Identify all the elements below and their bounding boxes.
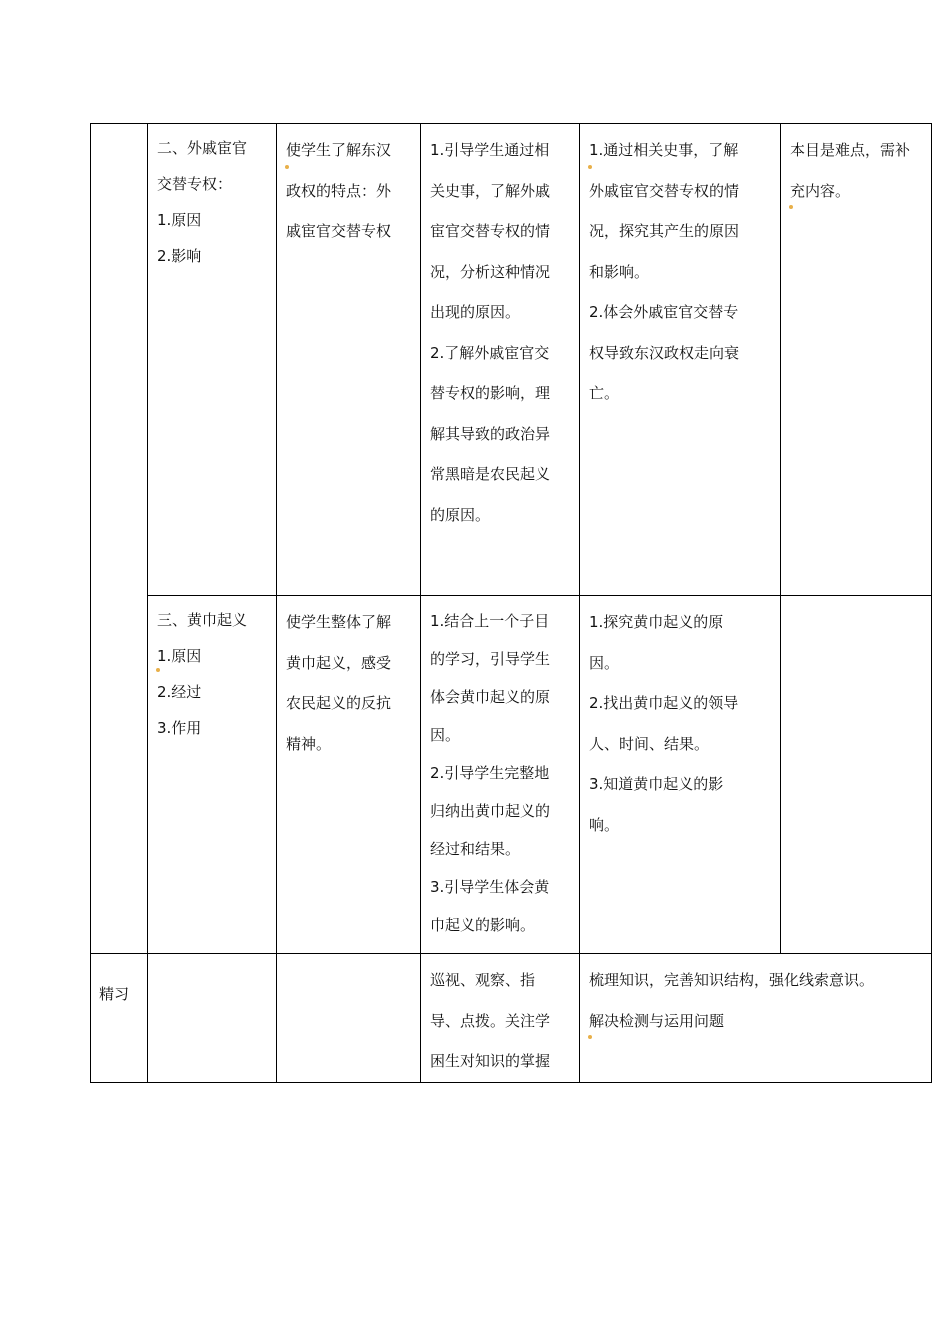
topic-line: 三、黄巾起义	[157, 611, 248, 629]
row-section-3	[91, 596, 932, 954]
student-line: 2.体会外戚宦官交替专	[589, 303, 739, 321]
topic-line: 1.原因	[157, 638, 270, 674]
teacher-line: 替专权的影响，理	[430, 384, 551, 402]
goal-line: 农民起义的反抗	[286, 694, 392, 712]
stage-cell-empty	[91, 124, 148, 954]
section3-goal-cell	[277, 596, 421, 954]
section2-topic-cell	[148, 124, 277, 596]
section3-student-cell	[580, 596, 781, 954]
teacher-line: 3.引导学生体会黄	[430, 878, 550, 896]
practice-label: 精习	[99, 985, 130, 1003]
student-line: 1.探究黄巾起义的原	[589, 613, 724, 631]
goal-line: 戚宦官交替专权	[286, 222, 392, 240]
teacher-line: 导、点拨。关注学	[430, 1011, 551, 1030]
teacher-line: 的学习，引导学生	[430, 650, 551, 668]
teacher-line: 困生对知识的掌握	[430, 1052, 551, 1070]
topic-line: 2.影响	[157, 247, 202, 265]
student-line: 权导致东汉政权走向衰	[589, 343, 740, 362]
student-line: 3.知道黄巾起义的影	[589, 775, 724, 793]
topic-line: 1.原因	[157, 211, 202, 229]
teacher-line: 巾起义的影响。	[430, 916, 536, 934]
goal-line: 使学生了解东汉	[286, 130, 414, 171]
teacher-line: 常黑暗是农民起义	[430, 465, 551, 483]
student-line: 因。	[589, 653, 620, 672]
goal-line: 使学生整体了解	[286, 613, 392, 631]
goal-line: 政权的特点：外	[286, 181, 392, 200]
practice-topic-cell	[148, 954, 277, 1083]
section3-teacher-cell	[421, 596, 580, 954]
note-line: 本目是难点，需补	[790, 141, 911, 159]
section3-note-cell	[781, 596, 932, 954]
teacher-line: 1.结合上一个子目	[430, 612, 550, 630]
topic-line: 二、外戚宦官	[157, 139, 248, 157]
section2-student-cell	[580, 124, 781, 596]
teacher-line: 解其导致的政治异	[430, 424, 551, 443]
teacher-line: 关史事，了解外戚	[430, 181, 551, 200]
student-line: 和影响。	[589, 262, 650, 281]
teacher-line: 2.了解外戚宦官交	[430, 343, 550, 362]
teacher-line: 1.引导学生通过相	[430, 141, 550, 159]
teacher-line: 巡视、观察、指	[430, 971, 536, 989]
teacher-line: 宦官交替专权的情	[430, 222, 551, 240]
teacher-line: 经过和结果。	[430, 840, 521, 858]
student-line: 亡。	[589, 384, 620, 402]
student-line: 2.找出黄巾起义的领导	[589, 694, 739, 712]
goal-line: 黄巾起义，感受	[286, 653, 392, 672]
teacher-line: 的原因。	[430, 505, 491, 524]
section2-teacher-cell	[421, 124, 580, 596]
row-practice	[91, 954, 932, 1083]
teacher-line: 出现的原因。	[430, 303, 521, 321]
teacher-line: 2.引导学生完整地	[430, 764, 550, 782]
practice-student-cell	[580, 954, 932, 1083]
teacher-line: 归纳出黄巾起义的	[430, 802, 551, 820]
goal-line: 精神。	[286, 734, 332, 753]
student-line: 人、时间、结果。	[589, 734, 710, 753]
student-line: 况，探究其产生的原因	[589, 222, 740, 240]
teacher-line: 因。	[430, 726, 461, 744]
section3-topic-cell	[148, 596, 277, 954]
section2-note-cell	[781, 124, 932, 596]
teacher-line: 况，分析这种情况	[430, 262, 551, 281]
lesson-plan-table	[90, 123, 932, 1083]
practice-teacher-cell	[421, 954, 580, 1083]
student-line: 外戚宦官交替专权的情	[589, 181, 740, 200]
student-line: 1.通过相关史事，了解	[589, 130, 774, 171]
practice-goal-cell	[277, 954, 421, 1083]
teacher-line: 体会黄巾起义的原	[430, 688, 551, 706]
student-line: 解决检测与运用问题	[589, 1001, 925, 1042]
row-section-2	[91, 124, 932, 596]
practice-label-cell	[91, 954, 148, 1083]
note-line: 充内容。	[790, 171, 925, 212]
topic-line: 交替专权：	[157, 175, 233, 193]
section2-goal-cell	[277, 124, 421, 596]
topic-line: 3.作用	[157, 719, 202, 737]
student-line: 梳理知识，完善知识结构，强化线索意识。	[589, 971, 875, 989]
topic-line: 2.经过	[157, 683, 202, 701]
student-line: 响。	[589, 815, 620, 834]
